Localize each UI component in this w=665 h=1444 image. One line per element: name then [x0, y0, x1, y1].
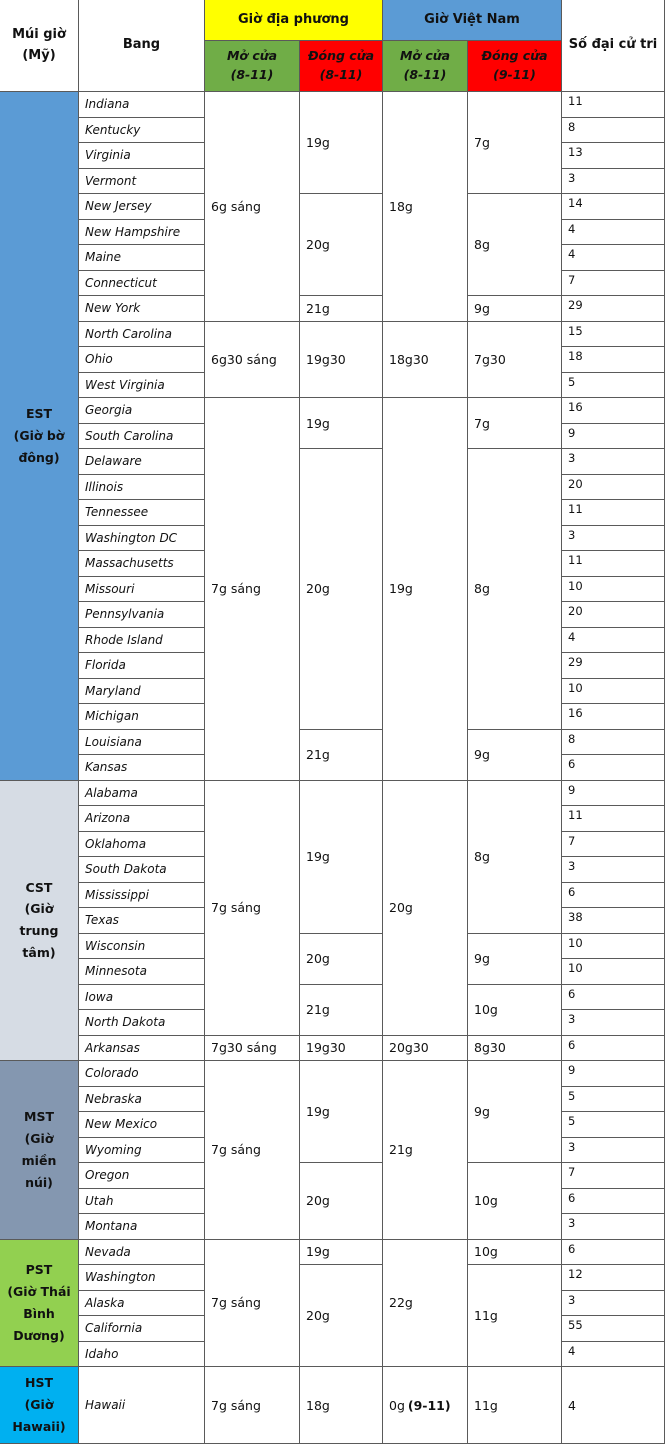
electoral-votes: 6	[562, 755, 665, 781]
state-name: Vermont	[79, 169, 205, 195]
electoral-votes: 4	[562, 1367, 665, 1444]
state-name: Illinois	[79, 475, 205, 501]
close-time-vn-text: 7g	[474, 135, 490, 150]
state-name: Virginia	[79, 143, 205, 169]
electoral-votes: 55	[562, 1316, 665, 1342]
close-time-vn-text: 10g	[474, 1002, 498, 1017]
electoral-votes: 6	[562, 1036, 665, 1062]
close-time-vn-text: 9g	[474, 300, 490, 316]
electoral-votes: 6	[562, 985, 665, 1011]
state-name: Louisiana	[79, 730, 205, 756]
close-time-vn	[468, 449, 562, 730]
electoral-votes: 3	[562, 1010, 665, 1036]
header-local-time: Giờ địa phương	[205, 0, 383, 41]
state-name: Alaska	[79, 1291, 205, 1317]
state-name: Rhode Island	[79, 628, 205, 654]
state-name: Minnesota	[79, 959, 205, 985]
header-state: Bang	[79, 0, 205, 92]
close-time-local	[300, 449, 383, 730]
state-name: Oregon	[79, 1163, 205, 1189]
state-name: Ohio	[79, 347, 205, 373]
open-time-local	[205, 1036, 300, 1062]
electoral-votes: 4	[562, 628, 665, 654]
state-name: New Hampshire	[79, 220, 205, 246]
electoral-votes: 9	[562, 1061, 665, 1087]
state-name: Connecticut	[79, 271, 205, 297]
electoral-votes: 3	[562, 1214, 665, 1240]
open-time-vn	[383, 1061, 468, 1240]
state-name: Tennessee	[79, 500, 205, 526]
close-time-local-text: 20g	[306, 581, 330, 597]
open-time-vn-date: (9-11)	[407, 1397, 451, 1413]
open-time-local-text: 7g sáng	[211, 1295, 261, 1311]
state-name: Montana	[79, 1214, 205, 1240]
electoral-votes: 7	[562, 1163, 665, 1189]
close-time-local-text: 19g	[306, 415, 330, 431]
close-time-local-text: 19g	[306, 135, 330, 150]
close-time-local	[300, 730, 383, 781]
electoral-votes: 13	[562, 143, 665, 169]
electoral-votes: 3	[562, 169, 665, 195]
header-close-local: Đóng cửa (8-11)	[300, 41, 383, 92]
close-time-vn-text: 10g	[474, 1193, 498, 1209]
electoral-votes: 10	[562, 577, 665, 603]
close-time-vn	[468, 985, 562, 1036]
electoral-votes: 4	[562, 220, 665, 246]
close-time-vn	[468, 194, 562, 296]
electoral-votes: 3	[562, 857, 665, 883]
close-time-vn-text: 11g	[474, 1397, 498, 1413]
close-time-vn-text: 10g	[474, 1244, 498, 1260]
state-name: Wyoming	[79, 1138, 205, 1164]
electoral-votes: 20	[562, 602, 665, 628]
close-time-local	[300, 985, 383, 1036]
close-time-local	[300, 781, 383, 934]
electoral-votes: 7	[562, 832, 665, 858]
open-time-local	[205, 1240, 300, 1368]
close-time-vn	[468, 781, 562, 934]
state-name: Georgia	[79, 398, 205, 424]
electoral-votes: 3	[562, 1291, 665, 1317]
close-time-local	[300, 934, 383, 985]
close-time-vn	[468, 398, 562, 449]
state-name: Pennsylvania	[79, 602, 205, 628]
electoral-votes: 9	[562, 424, 665, 450]
close-time-vn-text: 7g30	[474, 351, 506, 367]
open-time-local	[205, 1061, 300, 1240]
close-time-local-text: 20g	[306, 951, 330, 966]
state-name: California	[79, 1316, 205, 1342]
open-time-local-text: 7g sáng	[211, 900, 261, 915]
state-name: Kansas	[79, 755, 205, 781]
state-name: Maryland	[79, 679, 205, 705]
open-time-vn-text: 18g30	[389, 351, 429, 367]
electoral-votes: 10	[562, 679, 665, 705]
zone-hst: HST (Giờ Hawaii)	[0, 1367, 79, 1444]
electoral-votes: 15	[562, 322, 665, 348]
close-time-local-text: 19g	[306, 1244, 330, 1260]
close-time-local	[300, 398, 383, 449]
state-name: Maine	[79, 245, 205, 271]
electoral-votes: 12	[562, 1265, 665, 1291]
electoral-votes: 11	[562, 806, 665, 832]
electoral-votes: 6	[562, 1189, 665, 1215]
open-time-vn	[383, 1240, 468, 1368]
state-name: Arizona	[79, 806, 205, 832]
close-time-local-text: 20g	[306, 237, 330, 252]
electoral-votes: 6	[562, 1240, 665, 1266]
state-name: New Jersey	[79, 194, 205, 220]
close-time-local-text: 20g	[306, 1308, 330, 1323]
state-name: Arkansas	[79, 1036, 205, 1062]
header-close-vn: Đóng cửa (9-11)	[468, 41, 562, 92]
electoral-votes: 7	[562, 271, 665, 297]
close-time-local-text: 19g30	[306, 1040, 346, 1056]
electoral-votes: 3	[562, 526, 665, 552]
zone-est: EST (Giờ bờ đông)	[0, 92, 79, 781]
close-time-local	[300, 1163, 383, 1240]
state-name: New Mexico	[79, 1112, 205, 1138]
close-time-vn-text: 8g	[474, 237, 490, 252]
state-name: Wisconsin	[79, 934, 205, 960]
open-time-local-text: 7g30 sáng	[211, 1040, 277, 1056]
electoral-votes: 38	[562, 908, 665, 934]
state-name: South Dakota	[79, 857, 205, 883]
close-time-local-text: 19g30	[306, 351, 346, 367]
electoral-votes: 8	[562, 730, 665, 756]
close-time-local	[300, 1036, 383, 1062]
state-name: Utah	[79, 1189, 205, 1215]
close-time-vn-text: 9g	[474, 747, 490, 762]
open-time-local-text: 6g30 sáng	[211, 351, 277, 367]
state-name: North Carolina	[79, 322, 205, 348]
close-time-local	[300, 92, 383, 194]
electoral-votes: 11	[562, 92, 665, 118]
close-time-local	[300, 194, 383, 296]
electoral-votes: 4	[562, 245, 665, 271]
state-name: Nevada	[79, 1240, 205, 1266]
electoral-votes: 14	[562, 194, 665, 220]
close-time-vn-text: 8g	[474, 581, 490, 597]
close-time-local-text: 21g	[306, 1002, 330, 1017]
open-time-vn-text: 22g	[389, 1295, 413, 1311]
open-time-vn-text: 20g30	[389, 1040, 429, 1056]
electoral-votes: 10	[562, 934, 665, 960]
open-time-local	[205, 781, 300, 1036]
close-time-vn-text: 8g30	[474, 1040, 506, 1056]
open-time-local	[205, 92, 300, 322]
close-time-local	[300, 1367, 383, 1444]
open-time-vn	[383, 398, 468, 781]
electoral-votes: 20	[562, 475, 665, 501]
electoral-votes: 3	[562, 449, 665, 475]
state-name: New York	[79, 296, 205, 322]
open-time-vn-text: 18g	[389, 198, 413, 214]
close-time-local-text: 21g	[306, 747, 330, 762]
electoral-votes: 9	[562, 781, 665, 807]
close-time-vn	[468, 1163, 562, 1240]
state-name: Mississippi	[79, 883, 205, 909]
open-time-vn	[383, 781, 468, 1036]
electoral-votes: 5	[562, 1112, 665, 1138]
open-time-local-text: 6g sáng	[211, 198, 261, 214]
close-time-local	[300, 322, 383, 399]
close-time-local	[300, 1061, 383, 1163]
close-time-vn	[468, 1061, 562, 1163]
header-open-local: Mở cửa (8-11)	[205, 41, 300, 92]
close-time-vn	[468, 322, 562, 399]
state-name: Hawaii	[79, 1367, 205, 1444]
open-time-local-text: 7g sáng	[211, 1142, 261, 1158]
electoral-votes: 5	[562, 373, 665, 399]
electoral-votes: 11	[562, 500, 665, 526]
electoral-votes: 16	[562, 398, 665, 424]
state-name: Oklahoma	[79, 832, 205, 858]
open-time-vn	[383, 1367, 468, 1444]
header-timezone: Múi giờ (Mỹ)	[0, 0, 79, 92]
close-time-vn-text: 9g	[474, 1104, 490, 1119]
close-time-local	[300, 1240, 383, 1266]
state-name: Kentucky	[79, 118, 205, 144]
header-vietnam-time: Giờ Việt Nam	[383, 0, 562, 41]
state-name: Michigan	[79, 704, 205, 730]
close-time-vn	[468, 934, 562, 985]
state-name: Nebraska	[79, 1087, 205, 1113]
state-name: West Virginia	[79, 373, 205, 399]
open-time-vn-text: 20g	[389, 900, 413, 915]
close-time-vn	[468, 1036, 562, 1062]
close-time-vn	[468, 92, 562, 194]
state-name: Massachusetts	[79, 551, 205, 577]
open-time-local	[205, 322, 300, 399]
open-time-vn-text: 19g	[389, 581, 413, 597]
electoral-votes: 11	[562, 551, 665, 577]
state-name: Indiana	[79, 92, 205, 118]
state-name: Idaho	[79, 1342, 205, 1368]
open-time-vn	[383, 1036, 468, 1062]
close-time-local-text: 20g	[306, 1193, 330, 1209]
open-time-local-text: 7g sáng	[211, 581, 261, 597]
electoral-votes: 6	[562, 883, 665, 909]
open-time-vn-text: 21g	[389, 1142, 413, 1158]
close-time-vn-text: 9g	[474, 951, 490, 966]
state-name: North Dakota	[79, 1010, 205, 1036]
close-time-vn-text: 8g	[474, 849, 490, 864]
header-open-vn: Mở cửa (8-11)	[383, 41, 468, 92]
state-name: Washington	[79, 1265, 205, 1291]
state-name: Colorado	[79, 1061, 205, 1087]
close-time-local-text: 19g	[306, 1104, 330, 1119]
close-time-vn	[468, 1265, 562, 1367]
close-time-local-text: 19g	[306, 849, 330, 864]
close-time-local	[300, 1265, 383, 1367]
state-name: Florida	[79, 653, 205, 679]
state-name: Missouri	[79, 577, 205, 603]
electoral-votes: 29	[562, 653, 665, 679]
close-time-vn	[468, 296, 562, 322]
electoral-votes: 4	[562, 1342, 665, 1368]
zone-mst: MST (Giờ miền núi)	[0, 1061, 79, 1240]
header-electoral-votes: Số đại cử tri	[562, 0, 665, 92]
open-time-local	[205, 1367, 300, 1444]
close-time-local	[300, 296, 383, 322]
open-time-vn	[383, 92, 468, 322]
electoral-votes: 16	[562, 704, 665, 730]
state-name: Iowa	[79, 985, 205, 1011]
electoral-votes: 5	[562, 1087, 665, 1113]
state-name: Alabama	[79, 781, 205, 807]
zone-pst: PST (Giờ Thái Bình Dương)	[0, 1240, 79, 1368]
open-time-local-text: 7g sáng	[211, 1397, 261, 1413]
electoral-votes: 3	[562, 1138, 665, 1164]
electoral-votes: 8	[562, 118, 665, 144]
electoral-votes: 10	[562, 959, 665, 985]
close-time-vn	[468, 1367, 562, 1444]
open-time-vn	[383, 322, 468, 399]
close-time-vn	[468, 1240, 562, 1266]
state-name: Texas	[79, 908, 205, 934]
close-time-vn-text: 7g	[474, 415, 490, 431]
close-time-local-text: 18g	[306, 1397, 330, 1413]
close-time-vn	[468, 730, 562, 781]
open-time-local	[205, 398, 300, 781]
open-time-vn-text: 0g	[389, 1397, 405, 1413]
close-time-local-text: 21g	[306, 300, 330, 316]
electoral-votes: 18	[562, 347, 665, 373]
electoral-votes: 29	[562, 296, 665, 322]
state-name: Delaware	[79, 449, 205, 475]
zone-cst: CST (Giờ trung tâm)	[0, 781, 79, 1062]
close-time-vn-text: 11g	[474, 1308, 498, 1323]
state-name: South Carolina	[79, 424, 205, 450]
state-name: Washington DC	[79, 526, 205, 552]
